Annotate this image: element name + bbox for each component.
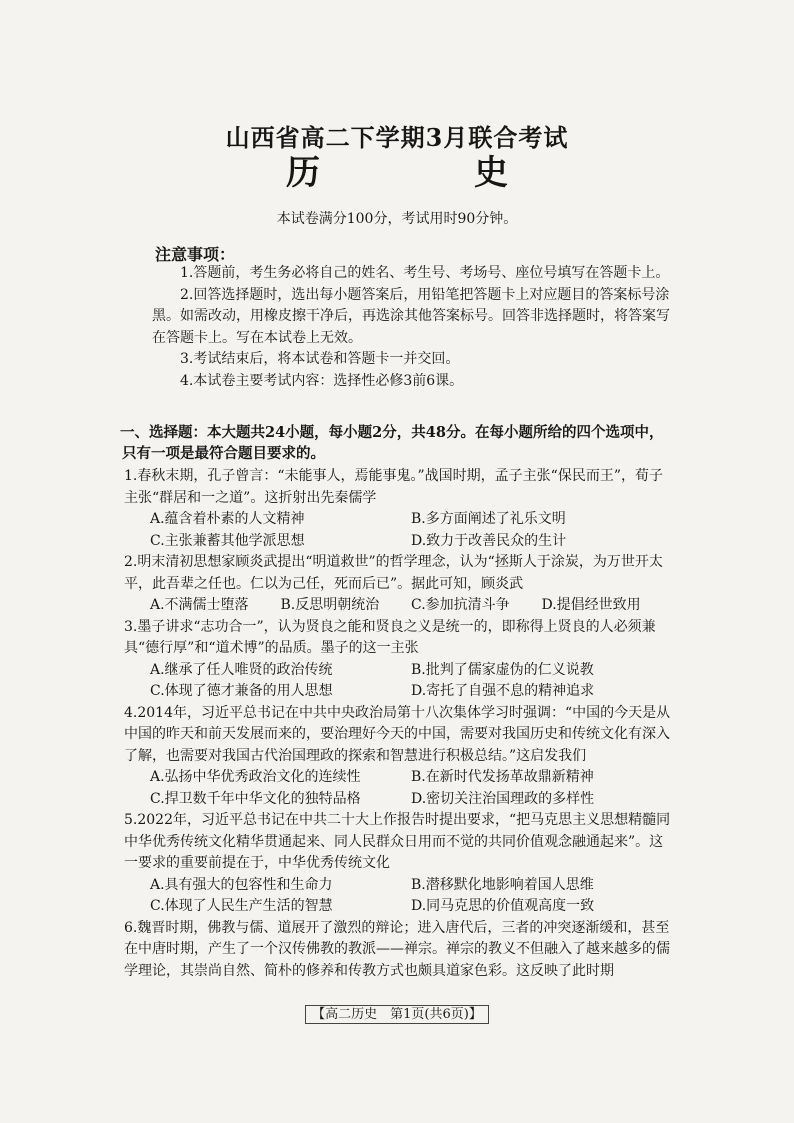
option-b: B.在新时代发扬革故鼎新精神 bbox=[411, 769, 594, 785]
option-c: C.捍卫数千年中华文化的独特品格 bbox=[150, 790, 361, 807]
notice-item: 1.答题前，考生务必将自己的姓名、考生号、考场号、座位号填写在答题卡上。 bbox=[180, 265, 670, 281]
option-a: A.不满儒士堕落 bbox=[150, 597, 249, 613]
option-a: A.弘扬中华优秀政治文化的连续性 bbox=[150, 769, 361, 785]
question-5 bbox=[124, 810, 672, 918]
part1-heading-text: 一、选择题：本大题共24小题，每小题2分，共48分。在每小题所给的四个选项中，只有一项是最符合题目要求的。 bbox=[120, 424, 664, 462]
question-3 bbox=[124, 617, 672, 703]
part1-heading bbox=[122, 422, 670, 464]
notice-item: 3.考试结束后，将本试卷和答题卡一并交回。 bbox=[180, 351, 460, 367]
option-d: D.密切关注治国理政的多样性 bbox=[411, 790, 595, 807]
option-b: B.反思明朝统治 bbox=[280, 597, 380, 613]
option-b: B.批判了儒家虚伪的仁义说教 bbox=[411, 661, 594, 678]
option-d: D.提倡经世致用 bbox=[541, 597, 641, 613]
option-d: D.致力于改善民众的生计 bbox=[411, 532, 567, 549]
option-a: A.继承了任人唯贤的政治传统 bbox=[150, 661, 333, 678]
footer-label: 【高二历史 第1页(共6页)】 bbox=[305, 1005, 489, 1024]
option-c: C.体现了人民生产生活的智慧 bbox=[150, 898, 333, 914]
question-stem: 2.明末清初思想家顾炎武提出“明道救世”的哲学理念，认为“拯斯人于涂炭，为万世开太平，此吾辈之任也。仁以为己任，死而后已”。据此可知，顾炎武 bbox=[124, 554, 663, 592]
question-stem: 4.2014年，习近平总书记在中共中央政治局第十八次集体学习时强调：“中国的今天是从中国的昨天和前天发展而来的，要治理好今天的中国，需要对我国历史和传统文化有深入了解，也需要对我国古代治国理政的探索和智慧进行积极总结。”这启发我们 bbox=[124, 704, 671, 764]
question-4 bbox=[124, 703, 672, 811]
option-a: A.具有强大的包容性和生命力 bbox=[150, 876, 333, 893]
option-c: C.体现了德才兼备的用人思想 bbox=[150, 683, 333, 699]
exam-note: 本试卷满分100分，考试用时90分钟。 bbox=[276, 211, 518, 227]
exam-title: 山西省高二下学期3月联合考试 bbox=[225, 123, 569, 152]
question-1 bbox=[124, 466, 672, 552]
subject-title: 历 史 bbox=[286, 153, 568, 193]
notice-item: 2.回答选择题时，选出每小题答案后，用铅笔把答题卡上对应题目的答案标号涂黑。如需改动，用橡皮擦干净后，再选涂其他答案标号。回答非选择题时，将答案写在答题卡上。写在本试卷上无效。 bbox=[152, 286, 670, 346]
notice-item: 4.本试卷主要考试内容：选择性必修3前6课。 bbox=[180, 372, 464, 389]
notice-heading: 注意事项： bbox=[155, 245, 236, 264]
question-stem: 6.魏晋时期，佛教与儒、道展开了激烈的辩论；进入唐代后，三者的冲突逐渐缓和，甚至在中唐时期，产生了一个汉传佛教的教派——禅宗。禅宗的教义不但融入了越来越多的儒学理论，其崇尚自然、简朴的修养和传教方式也颇具道家色彩。这反映了此时期 bbox=[124, 919, 670, 979]
option-d: D.寄托了自强不息的精神追求 bbox=[411, 683, 595, 699]
page-footer bbox=[0, 1003, 794, 1022]
question-2 bbox=[124, 552, 672, 617]
question-6 bbox=[124, 918, 672, 983]
option-c: C.参加抗清斗争 bbox=[411, 597, 510, 613]
option-a: A.蕴含着朴素的人文精神 bbox=[150, 511, 305, 527]
option-b: B.多方面阐述了礼乐文明 bbox=[411, 511, 566, 527]
question-stem: 1.春秋末期，孔子曾言：“未能事人，焉能事鬼。”战国时期，孟子主张“保民而王”，荀子主张“群居和一之道”。这折射出先秦儒学 bbox=[124, 468, 663, 506]
notice-list bbox=[152, 263, 672, 392]
question-list bbox=[124, 466, 672, 982]
question-stem: 3.墨子讲求“志功合一”，认为贤良之能和贤良之义是统一的，即称得上贤良的人必须兼具“德行厚”和“道术博”的品质。墨子的这一主张 bbox=[124, 618, 656, 656]
option-c: C.主张兼蓄其他学派思想 bbox=[150, 532, 305, 549]
option-b: B.潜移默化地影响着国人思维 bbox=[411, 876, 594, 893]
option-d: D.同马克思的价值观高度一致 bbox=[411, 898, 595, 914]
question-stem: 5.2022年，习近平总书记在中共二十大上作报告时提出要求，“把马克思主义思想精髓同中华优秀传统文化精华贯通起来、同人民群众日用而不觉的共同价值观念融通起来”。这一要求的重要前提在于，中华优秀传统文化 bbox=[124, 812, 671, 871]
